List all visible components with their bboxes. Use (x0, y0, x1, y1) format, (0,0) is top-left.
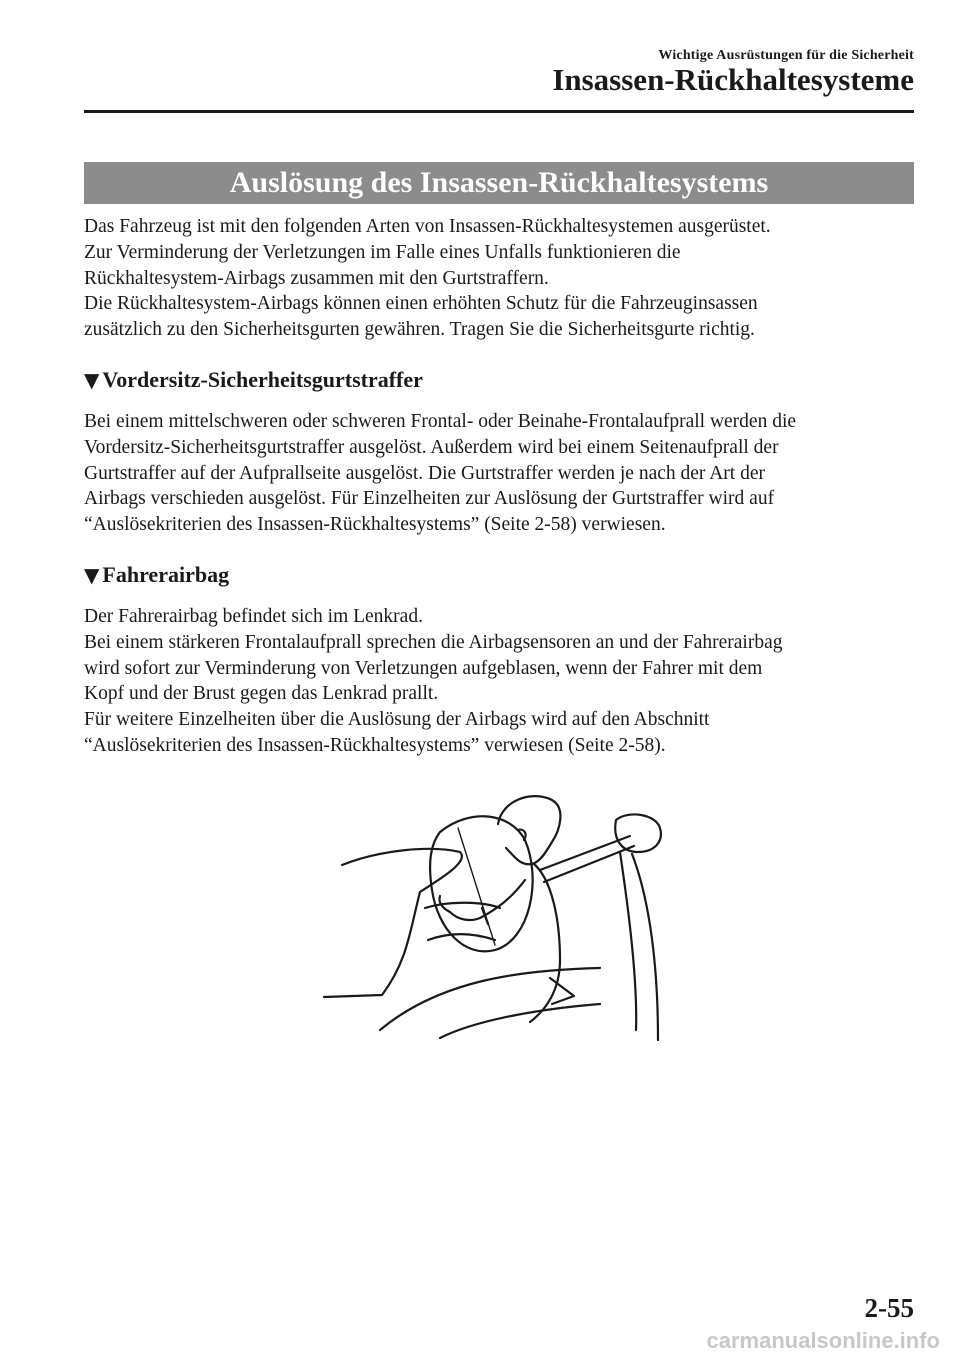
watermark: carmanualsonline.info (706, 1328, 940, 1353)
triangle-down-icon: ▼ (84, 368, 100, 392)
chapter-subtitle: Wichtige Ausrüstungen für die Sicherheit (658, 48, 914, 63)
section-title: Auslösung des Insassen-Rückhaltesystems (229, 166, 769, 199)
subsection-heading-text: Fahrerairbag (102, 562, 230, 587)
text-line: Zur Verminderung der Verletzungen im Falle eines Unfalls funktionieren die (84, 241, 681, 263)
text-line: “Auslösekriterien des Insassen-Rückhaltesystems” verwiesen (Seite 2-58). (84, 734, 666, 756)
text-line: Airbags verschieden ausgelöst. Für Einzelheiten zur Auslösung der Gurtstraffer wird auf (84, 488, 775, 510)
driver-airbag-illustration (320, 790, 680, 1050)
triangle-down-icon: ▼ (84, 563, 100, 587)
text-line: Bei einem mittelschweren oder schweren Frontal- oder Beinahe-Frontalaufprall werden die (84, 411, 797, 432)
intro-paragraph (84, 214, 924, 343)
text-line: Kopf und der Brust gegen das Lenkrad prallt. (84, 683, 439, 705)
belt-pretensioner-paragraph (84, 409, 924, 538)
subsection-heading-text: Vordersitz-Sicherheitsgurtstraffer (102, 367, 423, 392)
text-line: Das Fahrzeug ist mit den folgenden Arten von Insassen-Rückhaltesystemen ausgerüstet. (84, 216, 771, 237)
subsection-heading-driver-airbag (84, 562, 229, 588)
text-line: Die Rückhaltesystem-Airbags können einen erhöhten Schutz für die Fahrzeuginsassen (84, 293, 758, 315)
text-line: zusätzlich zu den Sicherheitsgurten gewähren. Tragen Sie die Sicherheitsgurte richtig. (84, 319, 755, 341)
page-number: 2-55 (864, 1293, 914, 1323)
driver-airbag-paragraph (84, 604, 924, 759)
text-line: Rückhaltesystem-Airbags zusammen mit den Gurtstraffern. (84, 267, 549, 289)
text-line: wird sofort zur Verminderung von Verletzungen aufgeblasen, wenn der Fahrer mit dem (84, 657, 763, 679)
text-line: Vordersitz-Sicherheitsgurtstraffer ausgelöst. Außerdem wird bei einem Seitenaufprall der (84, 436, 779, 458)
chapter-title: Insassen-Rückhaltesysteme (552, 62, 914, 97)
section-title-band (84, 162, 914, 204)
text-line: Bei einem stärkeren Frontalaufprall sprechen die Airbagsensoren an und der Fahrerairbag (84, 631, 783, 653)
subsection-heading-belt-pretensioner (84, 367, 423, 393)
text-line: Der Fahrerairbag befindet sich im Lenkrad. (84, 606, 423, 627)
header-divider (84, 110, 914, 113)
text-line: “Auslösekriterien des Insassen-Rückhaltesystems” (Seite 2-58) verwiesen. (84, 514, 666, 536)
text-line: Gurtstraffer auf der Aufprallseite ausgelöst. Die Gurtstraffer werden je nach der Art der (84, 462, 765, 484)
text-line: Für weitere Einzelheiten über die Auslösung der Airbags wird auf den Abschnitt (84, 709, 710, 731)
